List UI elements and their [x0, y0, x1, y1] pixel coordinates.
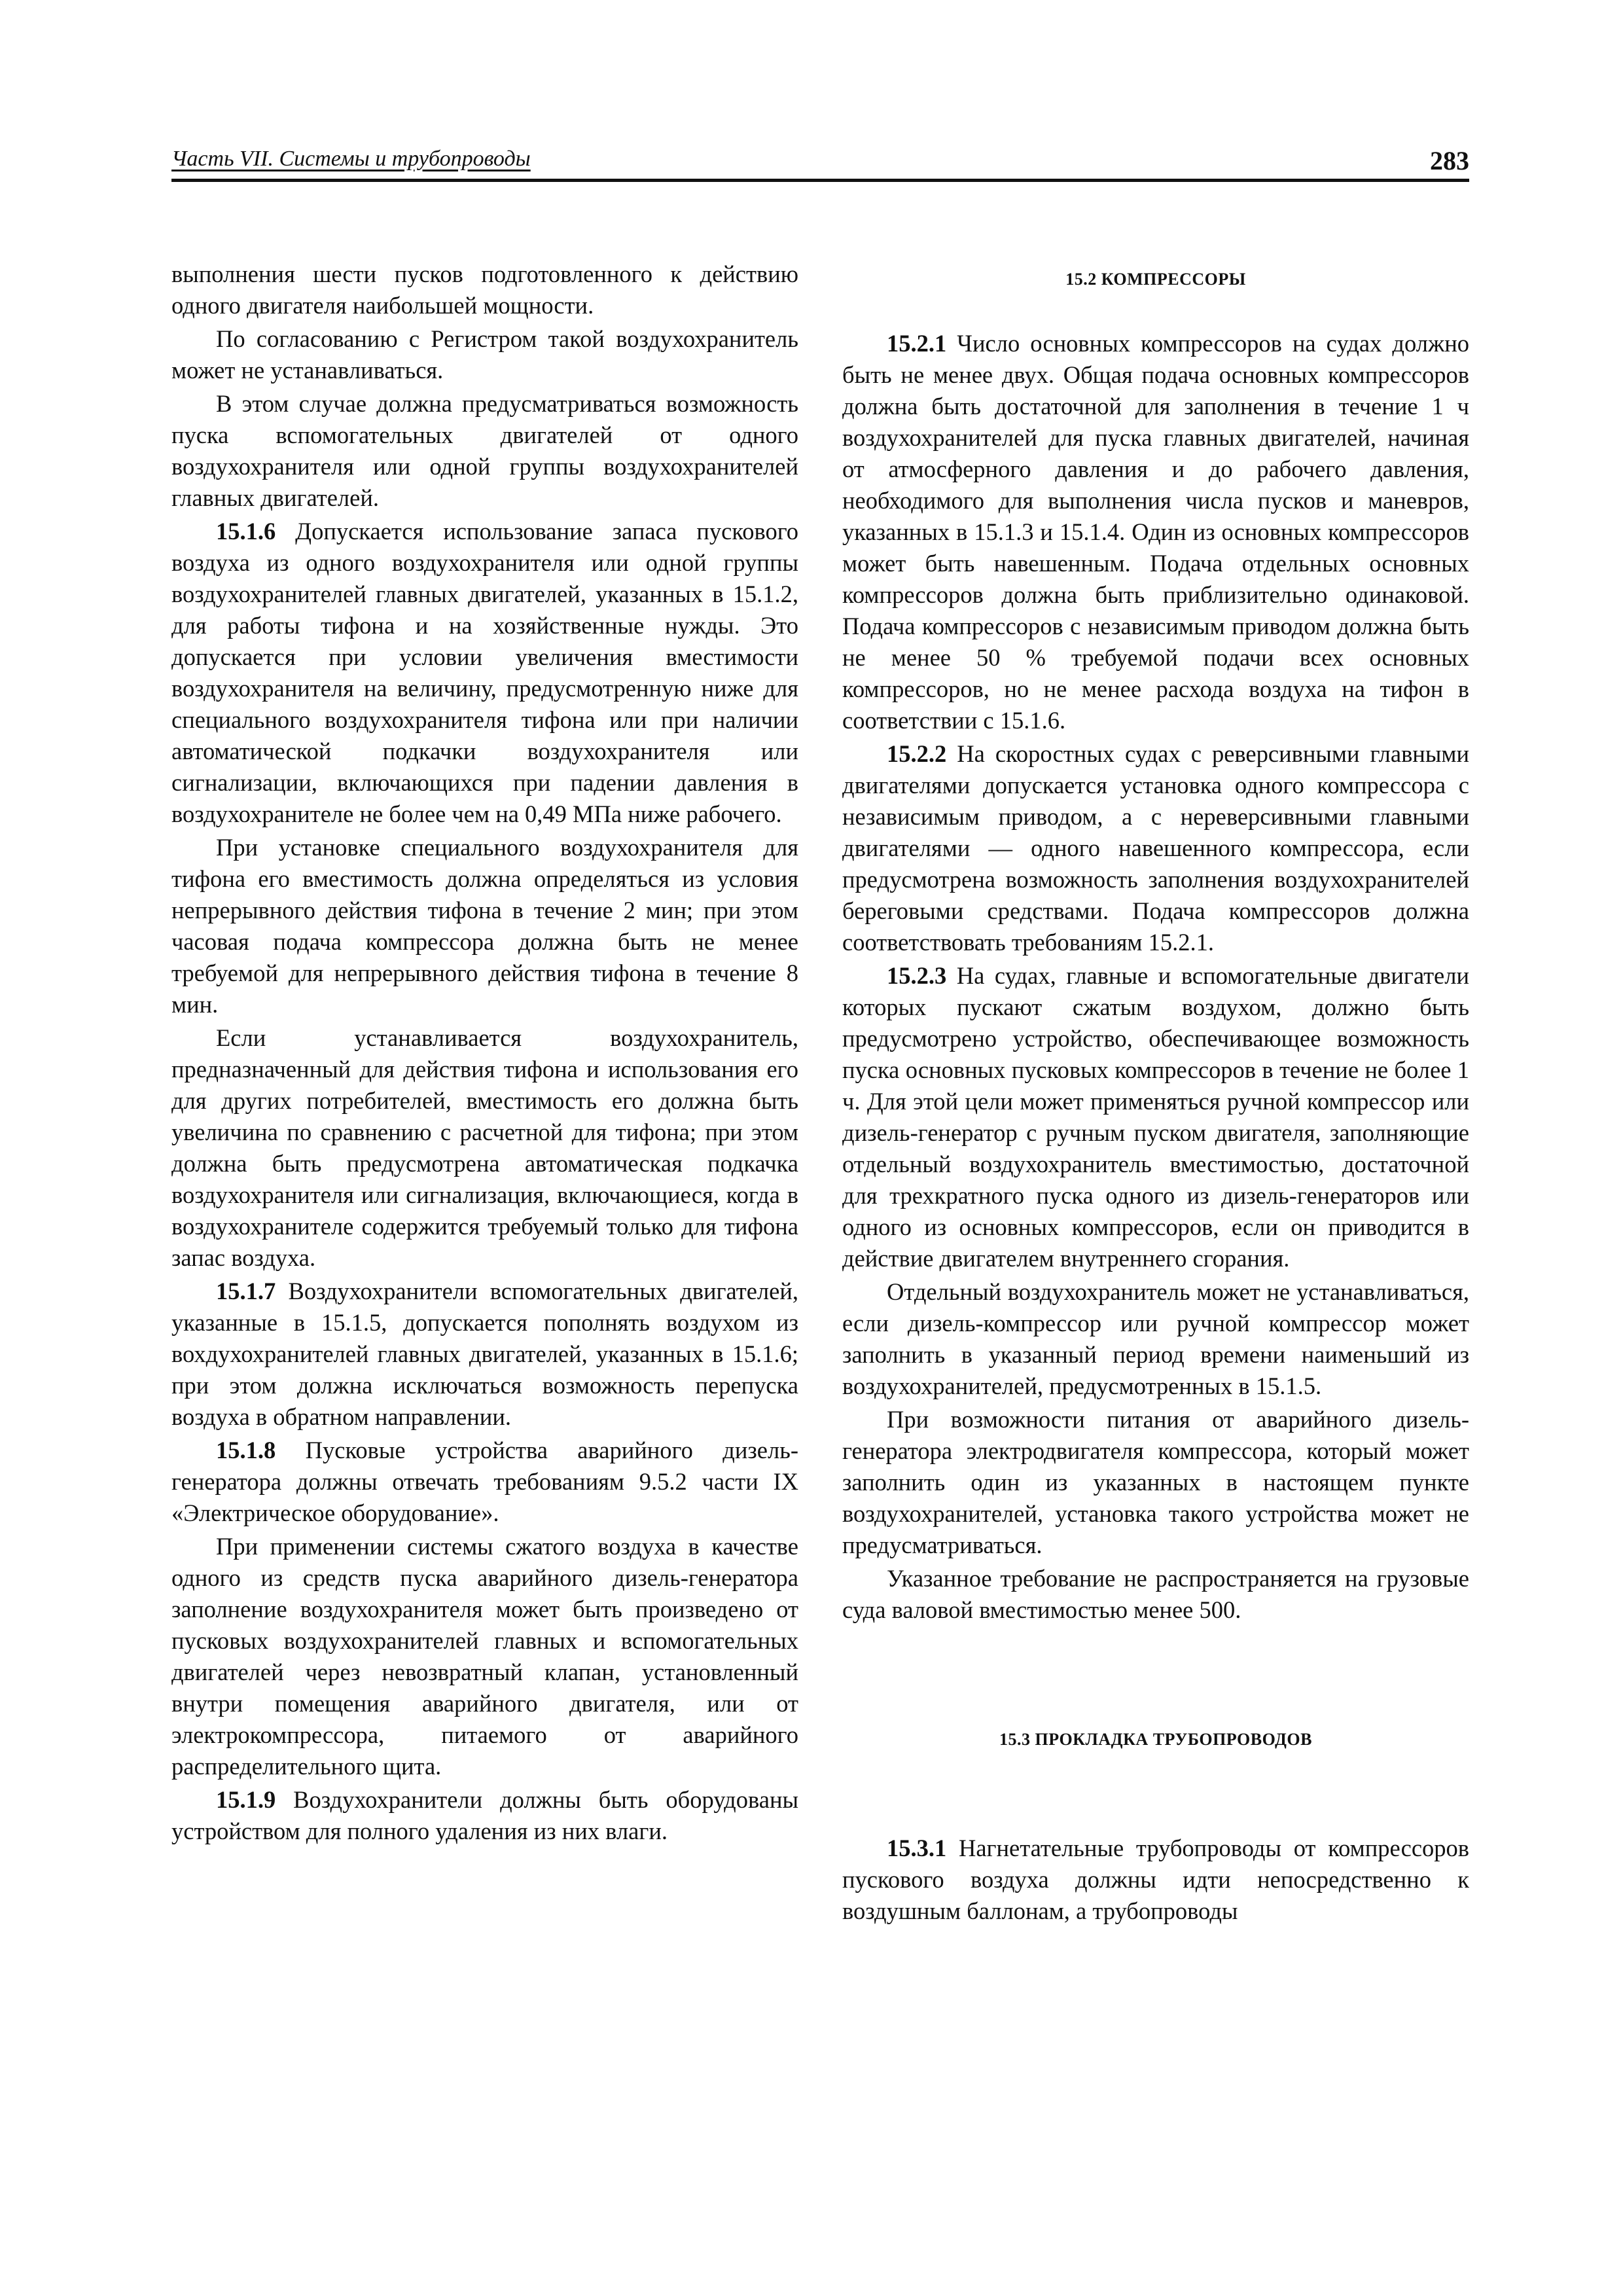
- page-number: 283: [1430, 146, 1469, 175]
- right-column: [842, 259, 1469, 1929]
- left-column: [171, 259, 798, 1849]
- paragraph: Отдельный воздухохранитель может не устанавливаться, если дизель-компрессор или ручной компрессор может заполнить в указанный период времени наименьший из воздухохранителей, предусмотренных в 15.1.5.: [842, 1278, 1469, 1399]
- paragraph: При установке специального воздухохранителя для тифона его вместимость должна определяться из условия непрерывного действия тифона в течение 2 мин; при этом часовая подача компрессора должна быть не менее требуемой для непрерывного действия тифона в течение 8 мин.: [171, 834, 798, 1018]
- clause-number: 15.3.1: [887, 1835, 947, 1861]
- clause-number: 15.2.2: [887, 740, 947, 767]
- paragraph: По согласованию с Регистром такой воздухохранитель может не устанавливаться.: [171, 325, 798, 384]
- clause-15-2-2: [842, 738, 1469, 958]
- clause-number: 15.1.9: [216, 1786, 276, 1813]
- clause-text: Воздухохранители вспомогательных двигателей, указанные в 15.1.5, допускается пополнять воздухом из вохдухохранителей главных двигателей, указанных в 15.1.6; при этом должна исключаться возможность перепуска воздуха в обратном направлении.: [171, 1278, 798, 1430]
- clause-15-1-9: [171, 1784, 798, 1847]
- clause-15-1-6: [171, 516, 798, 830]
- clause-15-2-1: [842, 328, 1469, 736]
- paragraph: Указанное требование не распространяется на грузовые суда валовой вместимостью менее 500.: [842, 1565, 1469, 1623]
- clause-text: Воздухохранители должны быть оборудованы устройством для полного удаления из них влаги.: [171, 1786, 798, 1844]
- clause-text: Пусковые устройства аварийного дизель-генератора должны отвечать требованиям 9.5.2 части IX «Электрическое оборудование».: [171, 1437, 798, 1526]
- clause-15-1-7: [171, 1276, 798, 1433]
- header-rule: [171, 179, 1469, 182]
- clause-number: 15.2.1: [887, 330, 947, 357]
- clause-15-1-8: [171, 1435, 798, 1529]
- paragraph: При возможности питания от аварийного дизель-генератора электродвигателя компрессора, который может заполнить один из указанных в настоящем пункте воздухохранителей, установка такого устройства может не предусматриваться.: [842, 1406, 1469, 1558]
- paragraph: Если устанавливается воздухохранитель, предназначенный для действия тифона и использования его для других потребителей, вместимость его должна быть увеличина по сравнению с расчетной для тифона; при этом должна быть предусмотрена автоматическая подкачка воздухохранителя или сигнализация, включающиеся, когда в воздухохранителе содержится требуемый только для тифона запас воздуха.: [171, 1024, 798, 1271]
- paragraph: При применении системы сжатого воздуха в качестве одного из средств пуска аварийного дизель-генератора заполнение воздухохранителя может быть произведено от пусковых воздухохранителей главных и вспомогательных двигателей через невозвратный клапан, установленный внутри помещения аварийного двигателя, или от электрокомпрессора, питаемого от аварийного распределительного щита.: [171, 1533, 798, 1780]
- clause-text: Число основных компрессоров на судах должно быть не менее двух. Общая подача основных компрессоров должна быть достаточной для заполнения в течение 1 ч воздухохранителей для пуска главных двигателей, начиная от атмосферного давления и до рабочего давления, необходимого для выполнения числа пусков и маневров, указанных в 15.1.3 и 15.1.4. Один из основных компрессоров может быть навешенным. Подача отдельных основных компрессоров должна быть приблизительно одинаковой. Подача компрессоров с независимым приводом должна быть не менее 50 % требуемой подачи всех основных компрессоров, но не менее расхода воздуха на тифон в соответствии с 15.1.6.: [842, 330, 1469, 734]
- clause-number: 15.1.7: [216, 1278, 276, 1304]
- page-header: [171, 145, 1469, 183]
- clause-number: 15.1.6: [216, 518, 276, 545]
- running-title: Часть VII. Системы и трубопроводы: [171, 147, 531, 171]
- clause-text: Допускается использование запаса пускового воздуха из одного воздухохранителя или одной группы воздухохранителей главных двигателей, указанных в 15.1.2, для работы тифона и на хозяйственные нужды. Это допускается при условии увеличения вместимости воздухохранителя на величину, предусмотренную ниже для специального воздухохранителя тифона или при наличии автоматической подкачки воздухохранителя или сигнализации, включающихся при падении давления в воздухохранителе не более чем на 0,49 МПа ниже рабочего.: [171, 518, 798, 827]
- clause-text: На судах, главные и вспомогательные двигатели которых пускают сжатым воздухом, должно быть предусмотрено устройство, обеспечивающее возможность пуска основных пусковых компрессоров в течение не более 1 ч. Для этой цели может применяться ручной компрессор или дизель-генератор с ручным пуском двигателя, заполняющие отдельный воздухохранитель вместимостью, достаточной для трехкратного пуска одного из дизель-генераторов или одного из основных компрессоров, если он приводится в действие двигателем внутреннего сгорания.: [842, 962, 1469, 1272]
- paragraph: выполнения шести пусков подготовленного к действию одного двигателя наибольшей мощности.: [171, 260, 798, 319]
- section-heading-compressors: 15.2 КОМПРЕССОРЫ: [1065, 270, 1246, 289]
- clause-15-3-1: [842, 1833, 1469, 1927]
- clause-number: 15.2.3: [887, 962, 947, 989]
- section-heading-piping: 15.3 ПРОКЛАДКА ТРУБОПРОВОДОВ: [999, 1730, 1312, 1749]
- clause-number: 15.1.8: [216, 1437, 276, 1463]
- clause-text: Нагнетательные трубопроводы от компрессоров пускового воздуха должны идти непосредственно к воздушным баллонам, а трубопроводы: [842, 1835, 1469, 1924]
- paragraph: В этом случае должна предусматриваться возможность пуска вспомогательных двигателей от одного воздухохранителя или одной группы воздухохранителей главных двигателей.: [171, 390, 798, 511]
- clause-text: На скоростных судах с реверсивными главными двигателями допускается установка одного компрессора с независимым приводом, а с нереверсивными главными двигателями — одного навешенного компрессора, если предусмотрена возможность заполнения воздухохранителей береговыми средствами. Подача компрессоров должна соответствовать требованиям 15.2.1.: [842, 740, 1469, 956]
- clause-15-2-3: [842, 960, 1469, 1274]
